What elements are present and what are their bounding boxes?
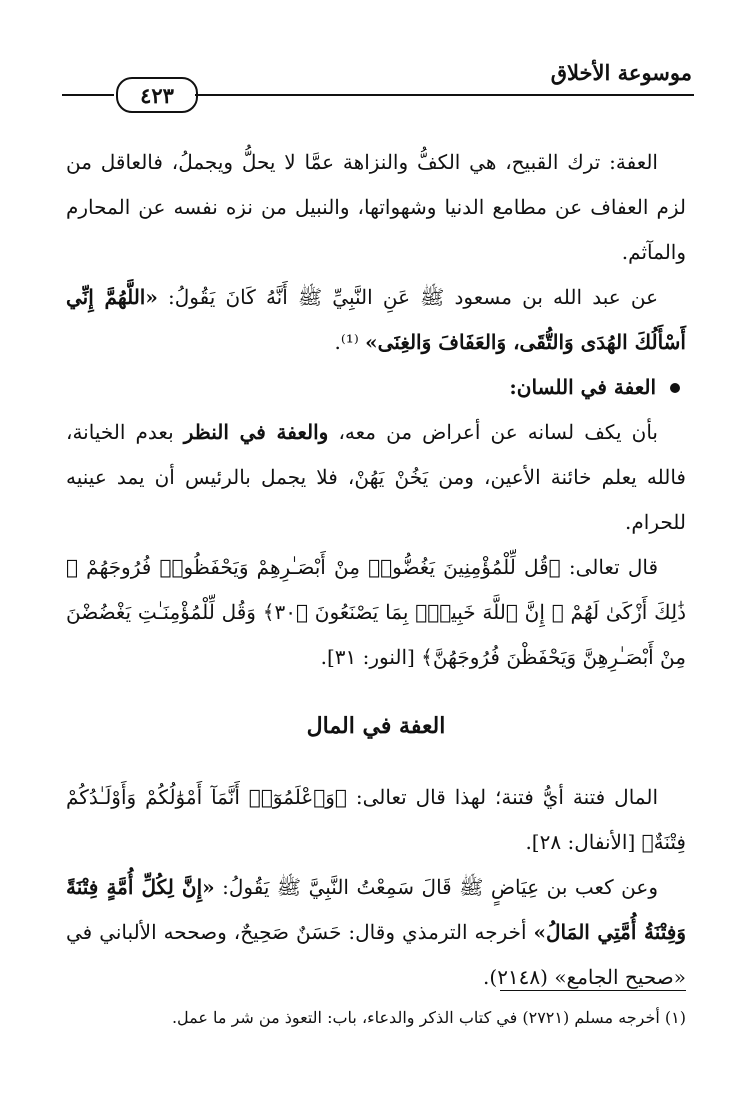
paragraph-quran-nur: قال تعالى: ﴿قُل لِّلْمُؤْمِنِينَ يَغُضُّوا۟ مِنْ أَبْصَـٰرِهِمْ وَيَحْفَظُوا۟ فُرُوجَهُمْ ۚ ذَٰلِكَ أَزْكَىٰ لَهُمْ ۗ إِنَّ ٱللَّهَ خَبِيرٌۢ بِمَا يَصْنَعُونَ ﴿٣٠﴾ وَقُل لِّلْمُؤْمِنَـٰتِ يَغْضُضْنَ مِنْ أَبْصَـٰرِهِنَّ وَيَحْفَظْنَ فُرُوجَهُنَّ﴾ [النور: ٣١]. [66, 555, 686, 669]
footnote-separator [500, 990, 686, 991]
hadith2-source: أخرجه الترمذي وقال: حَسَنٌ صَحِيحٌ، وصححه الألباني في «صحيح الجامع» (٢١٤٨). [66, 920, 686, 989]
page-body [66, 140, 686, 1000]
footnote-ref: ⁽¹⁾. [334, 330, 366, 354]
paragraph-quran-anfal: المال فتنة أيُّ فتنة؛ لهذا قال تعالى: ﴿وَٱعْلَمُوٓا۟ أَنَّمَآ أَمْوَٰلُكُمْ وَأَوْلَـٰدُكُمْ فِتْنَةٌ﴾ [الأنفال: ٢٨]. [66, 785, 686, 854]
paragraph-definition: العفة: ترك القبيح، هي الكفُّ والنزاهة عمَّا لا يحلُّ ويجملُ، فالعاقل من لزم العفاف عن مطامع الدنيا وشهواتها، والنبيل من نزه نفسه عن المحارم والمآثم. [66, 150, 686, 264]
bullet-heading [66, 365, 686, 410]
header-rule-left [62, 94, 114, 96]
footnote: (١) أخرجه مسلم (٢٧٢١) في كتاب الذكر والدعاء، باب: التعوذ من شر ما عمل. [171, 1008, 686, 1027]
running-title: موسوعة الأخلاق [550, 60, 692, 85]
p3-part-a: بأن يكف لسانه عن أعراض من معه، [328, 420, 658, 444]
page-number: ٤٢٣ [116, 77, 198, 113]
p3-part-b: بعدم الخيانة، فالله يعلم خائنة الأعين، ومن يَخُنْ يَهُنْ، فلا يجمل بالرئيس أن يمد عينيه للحرام. [66, 420, 686, 534]
header-rule-right [195, 94, 694, 96]
p3-bold: والعفة في النظر [183, 420, 329, 444]
bullet-icon [670, 383, 680, 393]
page-header [0, 0, 756, 110]
section-title: العفة في المال [306, 713, 446, 739]
bullet-heading-text: العفة في اللسان: [509, 375, 656, 399]
hadith-intro: عن عبد الله بن مسعود ﷺ عَنِ النَّبِيِّ ﷺ أَنَّهُ كَانَ يَقُولُ: [157, 285, 658, 309]
hadith-text: «اللَّهُمَّ إِنِّي أَسْأَلُكَ الهُدَى وَالتُّقَى، وَالعَفَافَ وَالغِنَى» [66, 285, 686, 354]
hadith2-text: «إِنَّ لِكُلِّ أُمَّةٍ فِتْنَةً وَفِتْنَةُ أُمَّتِي المَالُ» [66, 875, 686, 944]
paragraph-tongue-and-eye [66, 410, 686, 545]
paragraph-hadith-kaab [66, 865, 686, 1000]
hadith2-intro: وعن كعب بن عِيَاضٍ ﷺ قَالَ سَمِعْتُ النَّبِيَّ ﷺ يَقُولُ: [214, 875, 659, 899]
paragraph-hadith-ibn-masud [66, 275, 686, 365]
